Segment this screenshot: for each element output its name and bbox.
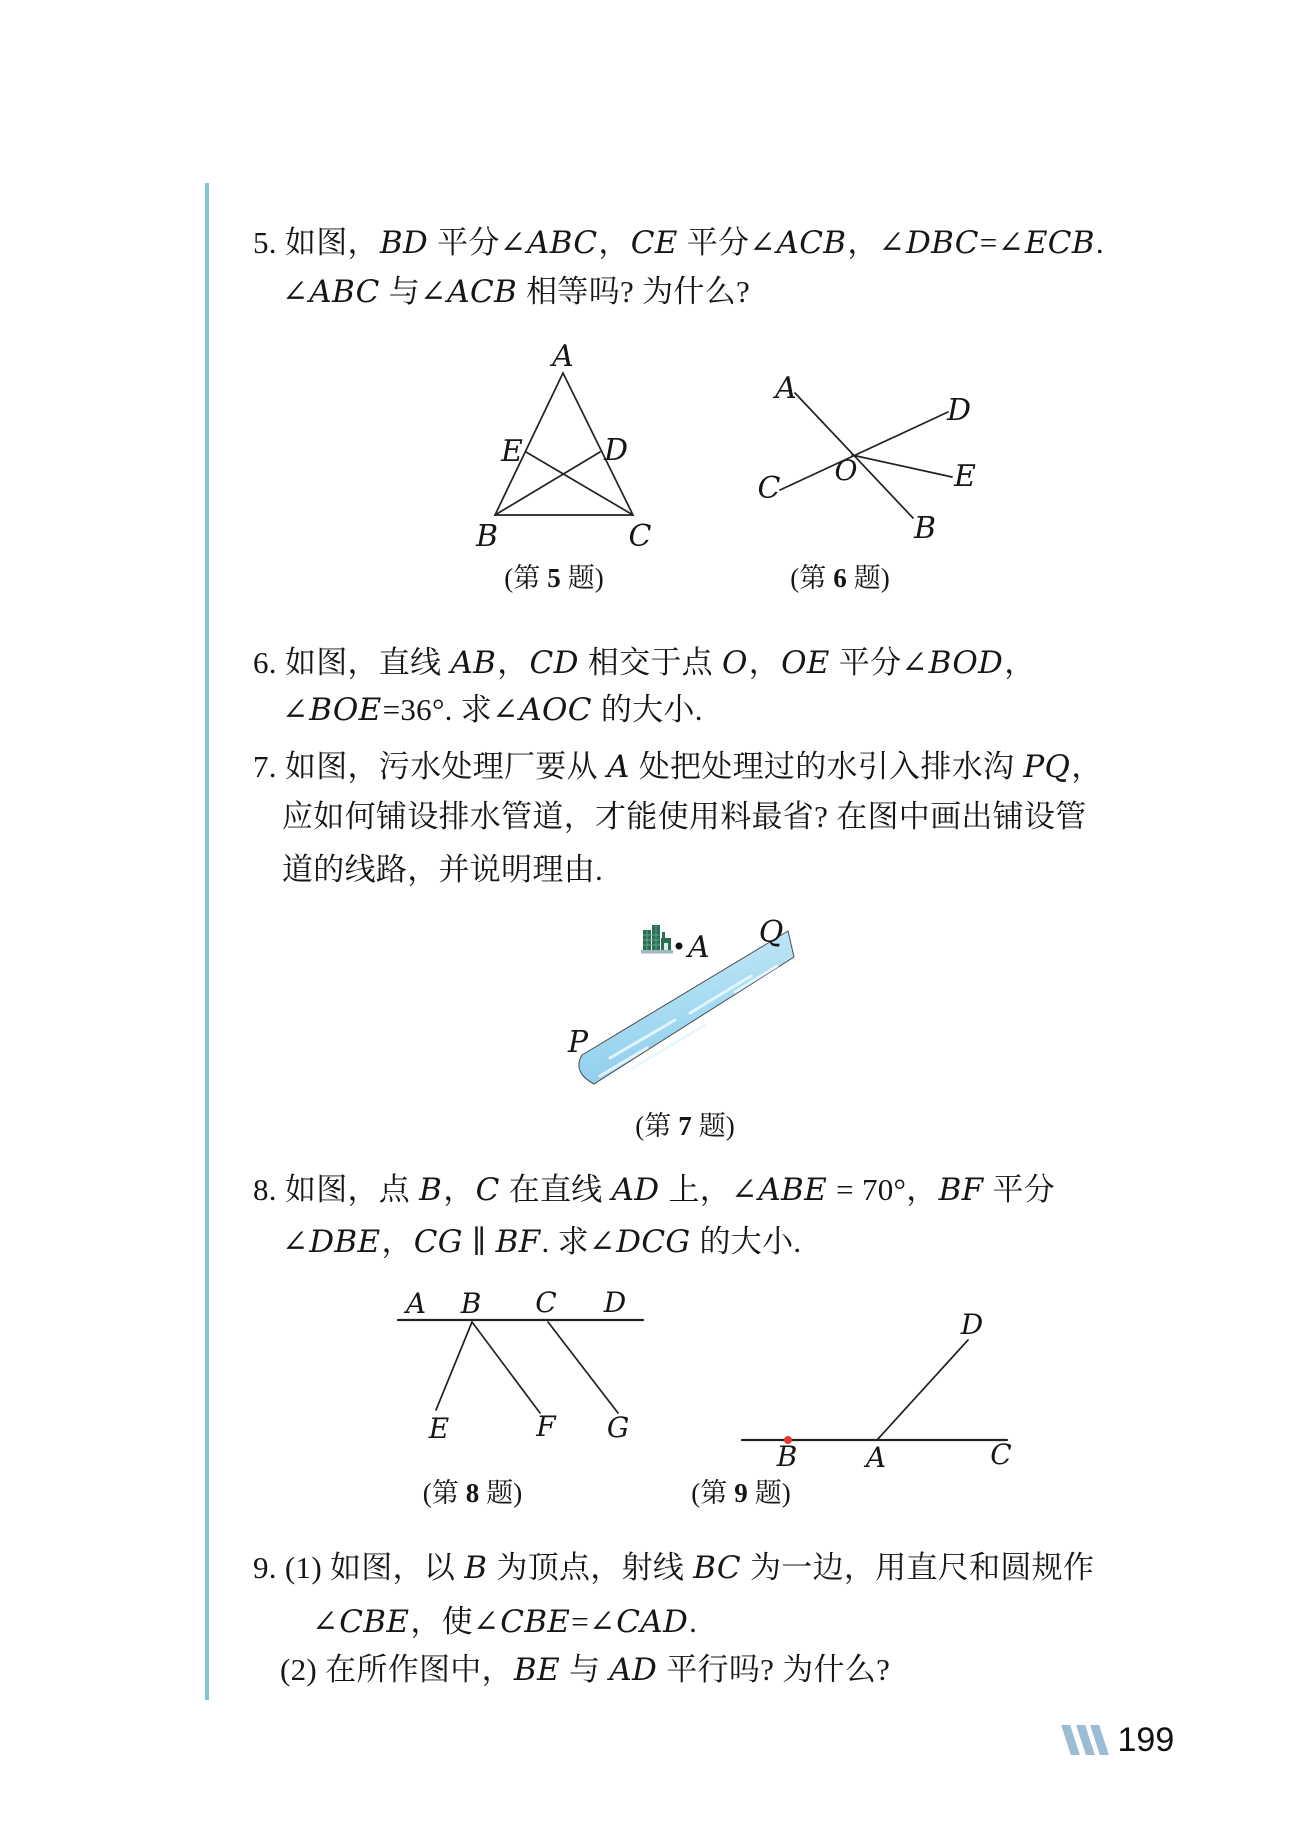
fig6-label-d: D [946, 393, 972, 428]
problem-8-line-2: ∠DBE，CG ∥ BF. 求∠DCG 的大小. [282, 1224, 802, 1260]
page-slashes-icon [1066, 1725, 1110, 1755]
fig5-label-c: C [628, 519, 652, 554]
factory-icon [641, 925, 673, 954]
fig6-label-o: O [834, 454, 858, 487]
fig6-caption: (第 6 题) [790, 563, 890, 593]
fig5-caption: (第 5 题) [504, 563, 604, 593]
point-a-dot [676, 943, 683, 950]
fig6-label-b: B [913, 511, 937, 546]
fig5-label-d: D [603, 433, 629, 468]
fig6-lines [780, 393, 952, 518]
problem-7-line-1: 7. 如图，污水处理厂要从 A 处把处理过的水引入排水沟 PQ， [253, 749, 1103, 785]
fig8-label-d: D [603, 1286, 627, 1319]
problem-7-line-3: 道的线路，并说明理由. [282, 852, 604, 887]
fig6-label-c: C [757, 471, 781, 506]
figure-8-rays [385, 1286, 655, 1450]
fig5-label-b: B [475, 519, 499, 554]
figure-6-intersecting-lines [755, 371, 990, 546]
problem-9-line-3: (2) 在所作图中，BE 与 AD 平行吗? 为什么? [280, 1652, 891, 1688]
problem-7-line-2: 应如何铺设排水管道，才能使用料最省? 在图中画出铺设管 [282, 799, 1087, 834]
fig7-label-a: A [688, 930, 710, 965]
page-number: 199 [1117, 1721, 1175, 1759]
problem-5-line-1: 5. 如图，BD 平分∠ABC，CE 平分∠ACB，∠DBC=∠ECB. [253, 225, 1104, 261]
fig5-label-e: E [501, 434, 523, 469]
problem-5-line-2: ∠ABC 与∠ACB 相等吗? 为什么? [282, 274, 751, 310]
fig7-label-p: P [567, 1025, 589, 1060]
figure-7-ditch [555, 900, 1005, 1095]
fig7-caption: (第 7 题) [635, 1111, 735, 1141]
fig8-label-f: F [536, 1410, 556, 1443]
figure-9-angle [725, 1310, 1020, 1475]
fig8-label-c: C [535, 1286, 557, 1319]
fig8-label-a: A [405, 1287, 427, 1320]
fig9-label-c: C [990, 1438, 1012, 1471]
fig6-label-e: E [954, 459, 976, 494]
fig8-caption: (第 8 题) [422, 1478, 523, 1508]
fig5-label-a: A [552, 339, 574, 374]
problem-9-line-2: ∠CBE，使∠CBE=∠CAD. [312, 1604, 698, 1640]
left-accent-rule [205, 183, 209, 1700]
fig9-caption: (第 9 题) [691, 1478, 791, 1508]
fig8-label-b: B [460, 1287, 482, 1320]
fig8-lines [398, 1320, 643, 1413]
fig9-label-b: B [776, 1440, 798, 1473]
fig8-label-e: E [428, 1412, 450, 1445]
ditch-band [579, 931, 794, 1084]
fig7-label-q: Q [758, 915, 784, 950]
figure-5-triangle [440, 290, 680, 565]
problem-9-line-1: 9. (1) 如图，以 B 为顶点，射线 BC 为一边，用直尺和圆规作 [253, 1550, 1095, 1586]
fig9-lines [742, 1340, 1007, 1440]
fig9-label-d: D [960, 1308, 984, 1341]
problem-6-line-1: 6. 如图，直线 AB，CD 相交于点 O，OE 平分∠BOD， [253, 645, 1036, 681]
problem-6-line-2: ∠BOE=36°. 求∠AOC 的大小. [282, 692, 703, 728]
page-footer [1066, 1723, 1174, 1757]
fig9-label-a: A [865, 1441, 887, 1474]
problem-8-line-1: 8. 如图，点 B，C 在直线 AD 上，∠ABE = 70°，BF 平分 [253, 1172, 1056, 1208]
fig6-label-a: A [775, 371, 797, 406]
fig8-label-g: G [606, 1411, 630, 1444]
